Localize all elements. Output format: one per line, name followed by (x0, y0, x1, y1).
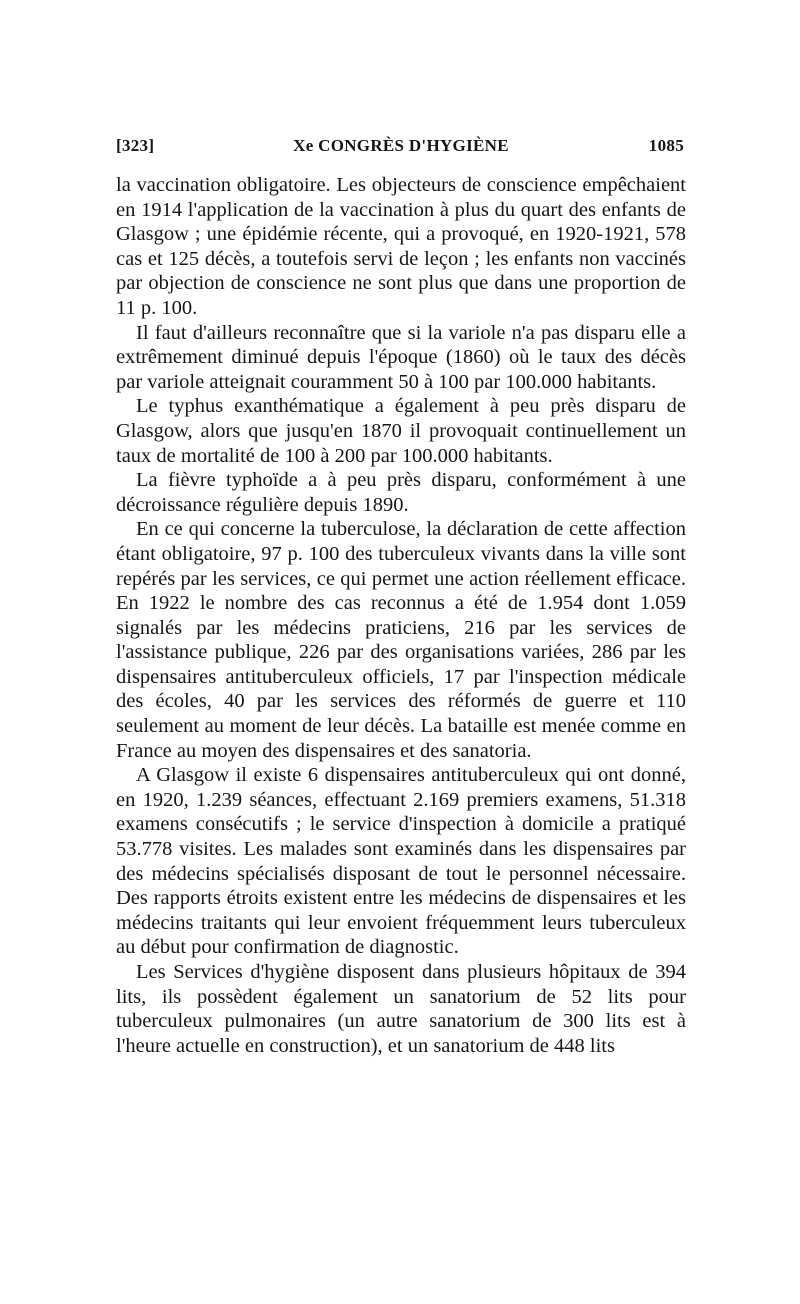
paragraph-tuberculose: En ce qui concerne la tuberculose, la déclaration de cette affection étant obligatoire, 97 p. 100 des tuberculeux vivants dans la ville sont repérés par les services, ce qui permet une action réellement efficace. En 1922 le nombre des cas reconnus a été de 1.954 dont 1.059 signalés par les médecins praticiens, 216 par les services de l'assistance publique, 226 par des organisations variées, 286 par les dispensaires antituberculeux officiels, 17 par l'inspection médicale des écoles, 40 par les services des réformés de guerre et 110 seulement au moment de leur décès. La bataille est menée comme en France au moyen des dispensaires et des sanatoria. (116, 518, 686, 762)
page-number: 1085 (648, 136, 684, 155)
paragraph-typhus: Le typhus exanthématique a également à peu près disparu de Glasgow, alors que jusqu'en 1870 il provoquait continuellement un taux de mortalité de 100 à 200 par 100.000 habitants. (116, 395, 686, 467)
paragraph-variole: Il faut d'ailleurs reconnaître que si la variole n'a pas disparu elle a extrêmement diminué depuis l'époque (1860) où le taux des décès par variole atteignait couramment 50 à 100 par 100.000 habitants. (116, 321, 686, 393)
paragraph-vaccination: la vaccination obligatoire. Les objecteurs de conscience empêchaient en 1914 l'application de la vaccination à plus du quart des enfants de Glasgow ; une épidémie récente, qui a provoqué, en 1920-1921, 578 cas et 125 décès, a toutefois servi de leçon ; les enfants non vaccinés par objection de conscience ne sont plus que dans une proportion de 11 p. 100. (116, 174, 686, 319)
paragraph-dispensaires: A Glasgow il existe 6 dispensaires antituberculeux qui ont donné, en 1920, 1.239 séances, effectuant 2.169 premiers examens, 51.318 examens consécutifs ; le service d'inspection à domicile a pratiqué 53.778 visites. Les malades sont examinés dans les dispensaires par des médecins spécialisés disposant de tout le personnel nécessaire. Des rapports étroits existent entre les médecins de dispensaires et les médecins traitants qui leur envoient fréquemment leurs tuberculeux au début pour confirmation de diagnostic. (116, 764, 686, 959)
page-reference: [323] (116, 136, 155, 155)
running-header (116, 136, 686, 166)
paragraph-services-hygiene: Les Services d'hygiène disposent dans plusieurs hôpitaux de 394 lits, ils possèdent également un sanatorium de 52 lits pour tuberculeux pulmonaires (un autre sanatorium de 300 lits est à l'heure actuelle en construction), et un sanatorium de 448 lits (116, 961, 686, 1057)
paragraph-fievre-typhoide: La fièvre typhoïde a à peu près disparu, conformément à une décroissance régulière depuis 1890. (116, 469, 686, 516)
running-title: Xe CONGRÈS D'HYGIÈNE (293, 136, 509, 155)
book-page (116, 136, 686, 1058)
body-text (116, 173, 686, 1058)
